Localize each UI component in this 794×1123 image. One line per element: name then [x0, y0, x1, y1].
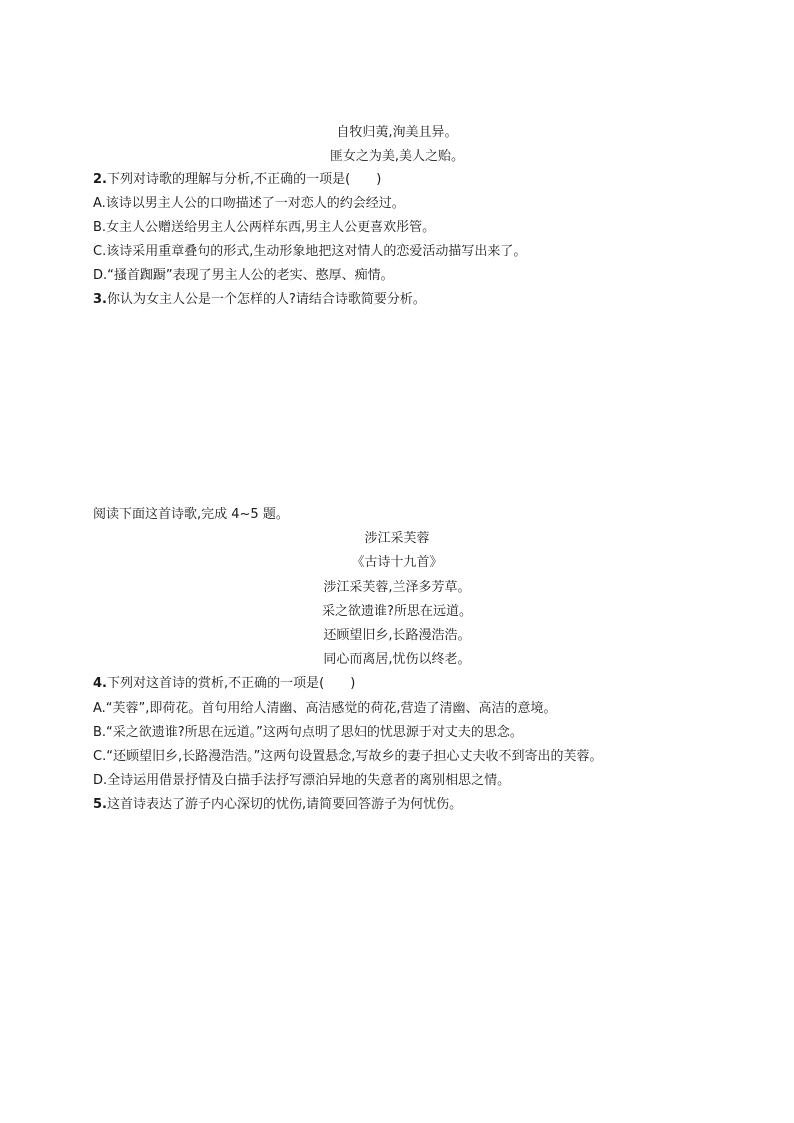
reading-instruction: 阅读下面这首诗歌,完成 4~5 题。	[93, 507, 289, 522]
q4-option-a: A.“芙蓉”,即荷花。首句用给人清幽、高洁感觉的荷花,营造了清幽、高洁的意境。	[93, 701, 557, 716]
question-stem: 这首诗表达了游子内心深切的忧伤,请简要回答游子为何忧伤。	[106, 797, 463, 812]
poem2-title: 涉江采芙蓉	[364, 531, 430, 546]
q2-option-a: A.该诗以男主人公的口吻描述了一对恋人的约会经过。	[93, 196, 405, 211]
q4-option-b: B.“采之欲遗谁?所思在远道。”这两句点明了思妇的忧思源于对丈夫的思念。	[93, 725, 523, 740]
question-number: 3.	[93, 292, 107, 307]
question-4	[93, 675, 713, 693]
q2-option-d: D.“搔首踟蹰”表现了男主人公的老实、憨厚、痴情。	[93, 268, 394, 283]
poem2-line-2: 采之欲遗谁?所思在远道。	[322, 604, 472, 619]
question-stem: 下列对诗歌的理解与分析,不正确的一项是( )	[106, 172, 382, 187]
poem2-line-1: 涉江采芙蓉,兰泽多芳草。	[323, 580, 471, 595]
poem2-line-3: 还顾望旧乡,长路漫浩浩。	[323, 628, 471, 643]
q2-option-b: B.女主人公赠送给男主人公两样东西,男主人公更喜欢彤管。	[93, 220, 436, 235]
q4-option-c: C.“还顾望旧乡,长路漫浩浩。”这两句设置悬念,写故乡的妻子担心丈夫收不到寄出的芙蓉。	[93, 749, 603, 764]
question-stem: 你认为女主人公是一个怎样的人?请结合诗歌简要分析。	[106, 292, 426, 307]
question-number: 5.	[93, 797, 107, 812]
q2-option-c: C.该诗采用重章叠句的形式,生动形象地把这对情人的恋爱活动描写出来了。	[93, 244, 527, 259]
question-number: 2.	[93, 172, 107, 187]
question-5	[93, 796, 713, 814]
question-2	[93, 171, 713, 189]
poem2-source: 《古诗十九首》	[351, 555, 443, 570]
poem2-line-4: 同心而离居,忧伤以终老。	[323, 652, 471, 667]
question-stem: 下列对这首诗的赏析,不正确的一项是( )	[106, 676, 356, 691]
q4-option-d: D.全诗运用借景抒情及白描手法抒写漂泊异地的失意者的离别相思之情。	[93, 773, 511, 788]
question-3	[93, 291, 713, 309]
poem1-line-1: 自牧归荑,洵美且异。	[336, 125, 458, 140]
question-number: 4.	[93, 676, 107, 691]
poem1-line-2: 匪女之为美,美人之贻。	[329, 149, 465, 164]
